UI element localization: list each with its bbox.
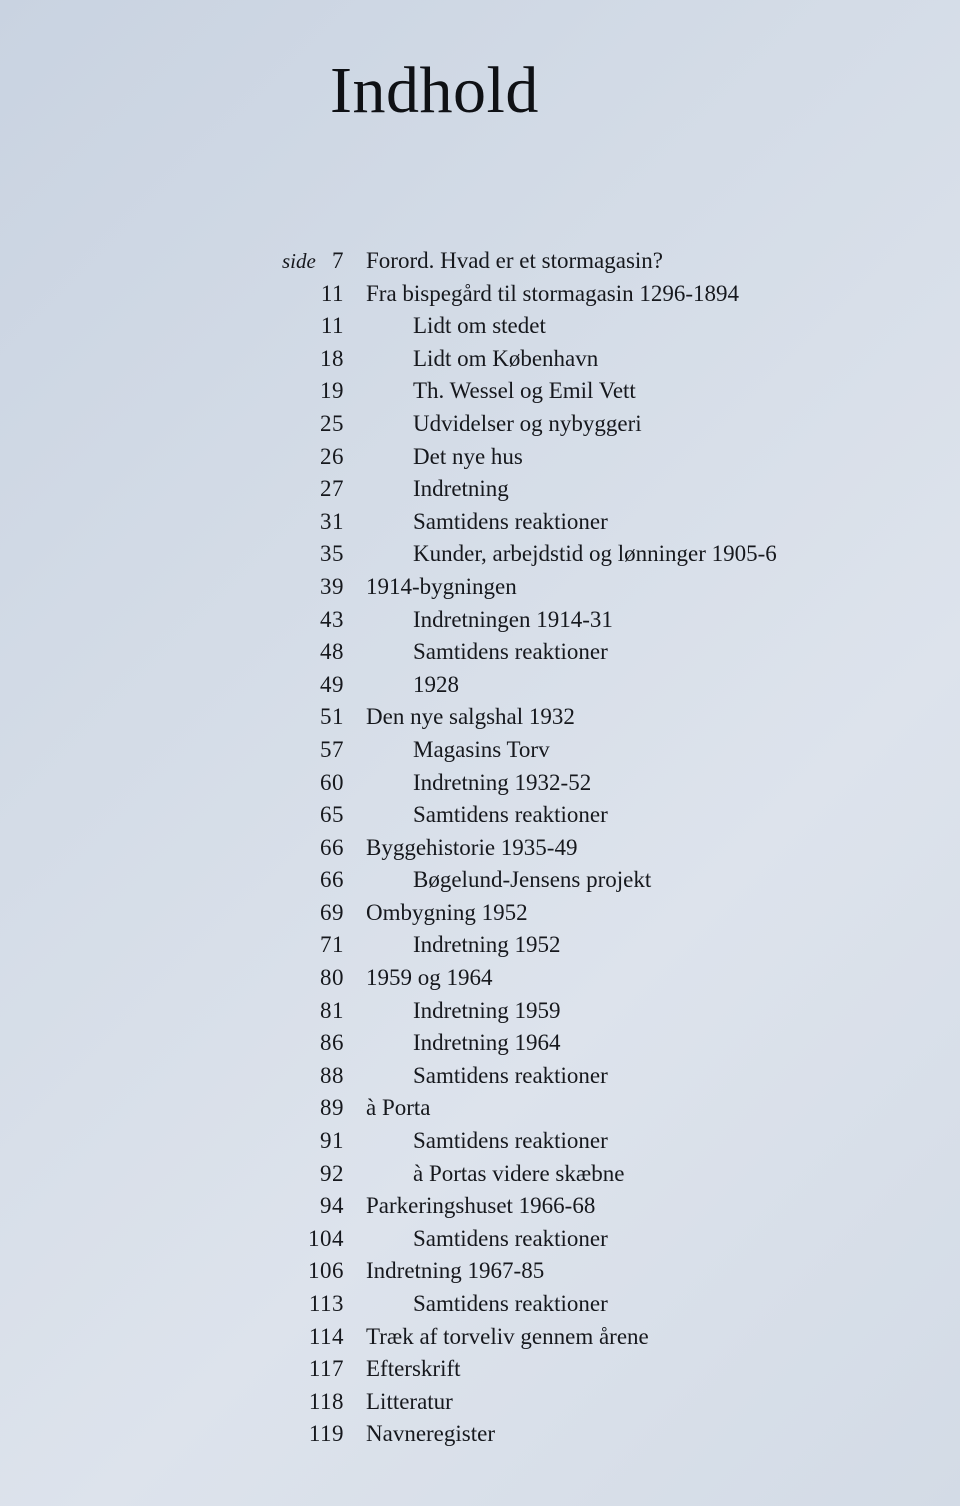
- toc-entry-title: Indretning: [413, 476, 509, 502]
- toc-subentry: [0, 864, 960, 897]
- toc-page-number: 57: [320, 736, 344, 762]
- toc-page-number: 118: [308, 1388, 344, 1414]
- toc-entry-title: Indretning 1952: [413, 932, 561, 958]
- toc-entry: [0, 1321, 960, 1354]
- toc-entry-title: Lidt om København: [413, 345, 599, 371]
- toc-page-number: 18: [320, 345, 344, 371]
- toc-entry-title: Samtidens reaktioner: [413, 508, 608, 534]
- toc-entry-title: Kunder, arbejdstid og lønninger 1905-6: [413, 541, 777, 567]
- toc-entry: [0, 1255, 960, 1288]
- toc-page-number: 27: [320, 476, 344, 502]
- toc-page-number: 31: [320, 508, 344, 534]
- toc-subentry: [0, 506, 960, 539]
- toc-page-number: 19: [320, 378, 344, 404]
- side-label: side: [282, 249, 316, 273]
- toc-page-number: 25: [320, 410, 344, 436]
- toc-subentry: [0, 538, 960, 571]
- toc-entry-title: Parkeringshuset 1966-68: [366, 1193, 596, 1219]
- toc-page-number: 104: [308, 1225, 344, 1251]
- toc-entry-title: Forord. Hvad er et stormagasin?: [366, 248, 664, 273]
- toc-entry-title: Indretning 1967-85: [366, 1258, 545, 1284]
- toc-page-number: 7: [332, 248, 344, 273]
- toc-entry-title: Indretningen 1914-31: [413, 606, 613, 632]
- toc-entry-title: Samtidens reaktioner: [413, 1128, 608, 1154]
- toc-entry-title: Litteratur: [366, 1388, 453, 1414]
- toc-page-number: 43: [320, 606, 344, 632]
- toc-entry: [0, 962, 960, 995]
- toc-subentry: [0, 310, 960, 343]
- toc-entry-title: Udvidelser og nybyggeri: [413, 410, 642, 436]
- toc-entry: [0, 1092, 960, 1125]
- toc-entry-title: Samtidens reaktioner: [413, 802, 608, 828]
- toc-subentry: [0, 375, 960, 408]
- toc-subentry: [0, 1027, 960, 1060]
- toc-page-number: 117: [308, 1356, 344, 1382]
- toc-subentry: [0, 441, 960, 474]
- toc-subentry: [0, 1060, 960, 1093]
- toc-page-number: 26: [320, 443, 344, 469]
- toc-page-number: 48: [320, 639, 344, 665]
- toc-entry: [0, 278, 960, 311]
- toc-entry: [0, 245, 960, 278]
- toc-entry-title: Indretning 1964: [413, 1030, 561, 1056]
- toc-page-number: 81: [320, 997, 344, 1023]
- toc-entry-title: Bøgelund-Jensens projekt: [413, 867, 652, 893]
- toc-page-number: 60: [320, 769, 344, 795]
- toc-entry-title: Fra bispegård til stormagasin 1296-1894: [366, 280, 740, 306]
- toc-entry-title: Samtidens reaktioner: [413, 639, 608, 665]
- toc-entry-title: Indretning 1959: [413, 997, 561, 1023]
- toc-entry-title: 1928: [413, 671, 459, 697]
- toc-page-number: 66: [320, 867, 344, 893]
- toc-page-number: 65: [320, 802, 344, 828]
- toc-entry-title: Magasins Torv: [413, 736, 550, 762]
- toc-subentry: [0, 669, 960, 702]
- toc-subentry: [0, 1288, 960, 1321]
- toc-page-number: 80: [320, 965, 344, 991]
- toc-entry-title: Ombygning 1952: [366, 899, 528, 925]
- toc-entry-title: Indretning 1932-52: [413, 769, 592, 795]
- toc-entry-title: Efterskrift: [366, 1356, 461, 1382]
- toc-page-number: 86: [320, 1030, 344, 1056]
- toc-subentry: [0, 767, 960, 800]
- toc-subentry: [0, 343, 960, 376]
- toc-page-number: 88: [320, 1062, 344, 1088]
- toc-page-number: 114: [308, 1323, 344, 1349]
- toc-entry: [0, 832, 960, 865]
- toc-page-number: 71: [320, 932, 344, 958]
- toc-page-number: 35: [320, 541, 344, 567]
- toc-page-number: 11: [320, 313, 344, 339]
- toc-entry: [0, 571, 960, 604]
- toc-entry-title: 1914-bygningen: [366, 573, 517, 599]
- toc-page-number: 51: [320, 704, 344, 730]
- toc-entry: [0, 897, 960, 930]
- toc-entry: [0, 1418, 960, 1451]
- toc-subentry: [0, 604, 960, 637]
- toc-page-number: 113: [308, 1291, 344, 1316]
- toc-entry-title: Samtidens reaktioner: [413, 1062, 608, 1088]
- toc-entry-title: Samtidens reaktioner: [413, 1291, 608, 1316]
- toc-entry-title: à Porta: [366, 1095, 431, 1121]
- toc-subentry: [0, 1158, 960, 1191]
- toc-entry-title: Træk af torveliv gennem årene: [366, 1323, 649, 1349]
- toc-entry: [0, 1386, 960, 1419]
- toc-entry: [0, 701, 960, 734]
- toc-entry-title: Samtidens reaktioner: [413, 1225, 608, 1251]
- toc-page-number: 119: [308, 1421, 344, 1447]
- toc-page-number: 92: [320, 1160, 344, 1186]
- toc-subentry: [0, 995, 960, 1028]
- toc-page-number: 11: [320, 280, 344, 306]
- toc-page-number: 66: [320, 834, 344, 860]
- toc-subentry: [0, 408, 960, 441]
- toc-subentry: [0, 734, 960, 767]
- toc-entry-title: Byggehistorie 1935-49: [366, 834, 578, 860]
- toc-page-number: 49: [320, 671, 344, 697]
- toc-page-number: 94: [320, 1193, 344, 1219]
- toc-page-number: 39: [320, 573, 344, 599]
- toc-subentry: [0, 473, 960, 506]
- toc-subentry: [0, 799, 960, 832]
- toc-page-number: 69: [320, 899, 344, 925]
- toc-subentry: [0, 1125, 960, 1158]
- toc-entry: [0, 1353, 960, 1386]
- toc-entry-title: 1959 og 1964: [366, 965, 493, 991]
- table-of-contents: [0, 245, 960, 1451]
- page-title: Indhold: [330, 54, 539, 127]
- toc-entry-title: Lidt om stedet: [413, 313, 546, 339]
- toc-subentry: [0, 929, 960, 962]
- toc-entry-title: Den nye salgshal 1932: [366, 704, 575, 730]
- toc-entry-title: Det nye hus: [413, 443, 523, 469]
- toc-subentry: [0, 1223, 960, 1256]
- toc-entry-title: Th. Wessel og Emil Vett: [413, 378, 636, 404]
- toc-entry-title: à Portas videre skæbne: [413, 1160, 625, 1186]
- toc-page-number: 106: [308, 1258, 344, 1284]
- toc-entry-title: Navneregister: [366, 1421, 495, 1447]
- toc-page-number: 91: [320, 1128, 344, 1154]
- toc-entry: [0, 1190, 960, 1223]
- toc-page-number: 89: [320, 1095, 344, 1121]
- toc-subentry: [0, 636, 960, 669]
